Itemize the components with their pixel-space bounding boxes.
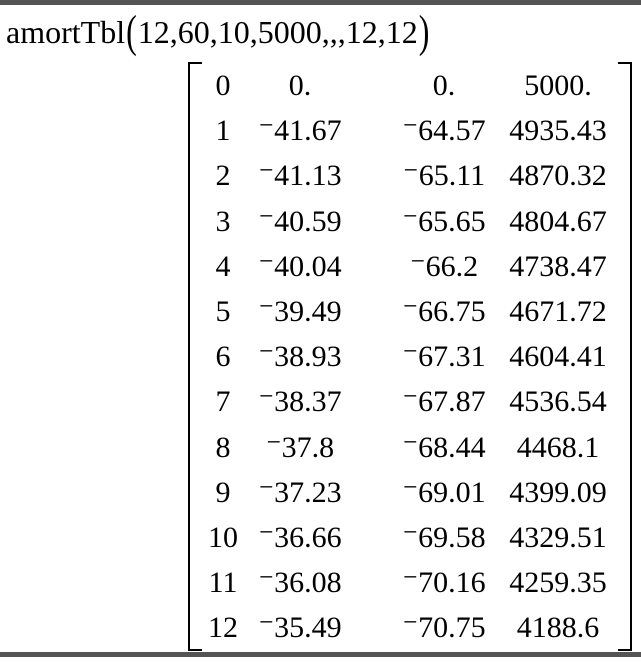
matrix-row [202,153,618,198]
matrix-row [202,379,618,424]
matrix-cell: ⁻69.58 [402,520,486,554]
matrix-row [202,515,618,560]
expression-line[interactable] [6,5,430,57]
matrix-cell: 4738.47 [509,249,607,283]
expression-arguments: 12,60,10,5000,,,12,12 [137,14,418,50]
matrix-cell: ⁻64.57 [402,114,486,148]
matrix-row [202,63,618,108]
result-matrix[interactable] [188,62,632,651]
matrix-cell: 12 [208,611,238,645]
matrix-cell: ⁻65.65 [402,204,486,238]
matrix-cell: 9 [215,475,231,509]
matrix-cell: ⁻37.23 [258,475,342,509]
matrix-cell: ⁻37.8 [265,430,335,464]
close-paren: ) [418,5,430,57]
matrix-cell: 5 [215,294,231,328]
matrix-cell: ⁻65.11 [402,159,486,193]
matrix-left-bracket-icon [188,62,202,651]
matrix-cell: 4259.35 [509,566,607,600]
matrix-cell: 0 [215,69,231,102]
matrix-cell: ⁻66.75 [402,294,486,328]
matrix-cell: 0. [432,69,456,102]
matrix-cell: ⁻38.93 [258,340,342,374]
matrix-row [202,289,618,334]
matrix-cell: ⁻35.49 [258,611,342,645]
matrix-row [202,425,618,470]
matrix-cell: ⁻40.59 [258,204,342,238]
matrix-row [202,108,618,153]
matrix-row [202,244,618,289]
matrix-cell: 10 [208,520,238,554]
matrix-cell: ⁻67.87 [402,385,486,419]
matrix-cell: ⁻67.31 [402,340,486,374]
matrix-cell: 4804.67 [509,204,607,238]
matrix-cell: ⁻66.2 [409,249,479,283]
matrix-cell: ⁻36.66 [258,520,342,554]
matrix-cell: ⁻39.49 [258,294,342,328]
matrix-cell: 0. [288,69,312,102]
matrix-cell: 4329.51 [509,520,607,554]
matrix-cell: ⁻70.75 [402,611,486,645]
top-divider-bar [0,0,641,5]
matrix-cell: 1 [215,114,231,148]
matrix-cell: ⁻41.13 [258,159,342,193]
matrix-cell: ⁻41.67 [258,114,342,148]
matrix-cell: 4 [215,249,231,283]
matrix-cell: ⁻69.01 [402,475,486,509]
matrix-rows [202,62,618,651]
bottom-divider-bar [0,652,641,657]
matrix-cell: 3 [215,204,231,238]
matrix-cell: ⁻68.44 [402,430,486,464]
matrix-row [202,199,618,244]
matrix-row [202,334,618,379]
matrix-cell: 4935.43 [509,114,607,148]
matrix-cell: 4604.41 [509,340,607,374]
matrix-cell: 6 [215,340,231,374]
matrix-cell: 8 [215,430,231,464]
matrix-row [202,560,618,605]
matrix-cell: 11 [208,566,238,600]
matrix-cell: 4671.72 [509,294,607,328]
function-name: amortTbl [6,14,126,50]
matrix-cell: ⁻36.08 [258,566,342,600]
matrix-cell: 4468.1 [516,430,600,464]
matrix-row [202,605,618,650]
matrix-cell: 7 [215,385,231,419]
matrix-cell: ⁻40.04 [258,249,342,283]
open-paren: ( [126,5,137,57]
matrix-cell: 5000. [524,69,592,102]
matrix-right-bracket-icon [618,62,632,651]
matrix-cell: ⁻70.16 [402,566,486,600]
matrix-cell: 4536.54 [509,385,607,419]
matrix-row [202,470,618,515]
matrix-cell: 2 [215,159,231,193]
matrix-cell: ⁻38.37 [258,385,342,419]
matrix-cell: 4870.32 [509,159,607,193]
matrix-cell: 4399.09 [509,475,607,509]
matrix-cell: 4188.6 [516,611,600,645]
